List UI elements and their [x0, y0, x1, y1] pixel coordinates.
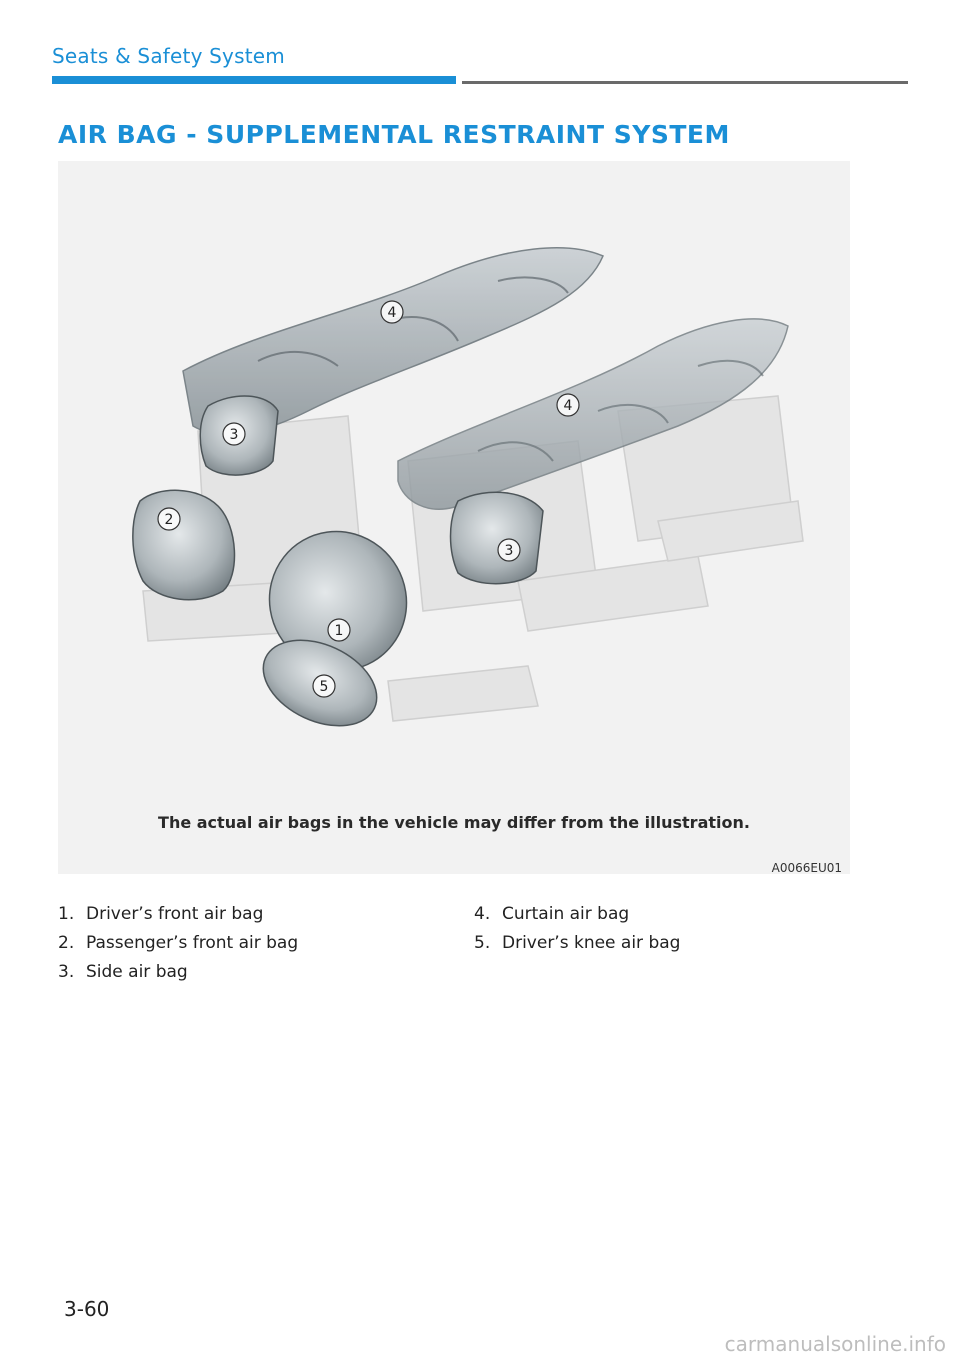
airbag-illustration-drawing: [58, 161, 850, 874]
list-item-label: Side air bag: [86, 962, 188, 982]
page-title: AIR BAG - SUPPLEMENTAL RESTRAINT SYSTEM: [58, 120, 730, 149]
list-item-number: 3.: [58, 962, 75, 982]
list-item: [58, 929, 298, 958]
list-item-number: 2.: [58, 933, 75, 953]
callout-3a: [223, 423, 245, 445]
side-airbag-rear: [451, 492, 544, 583]
list-item-number: 4.: [474, 904, 491, 924]
section-header: Seats & Safety System: [52, 44, 285, 68]
passenger-front-airbag: [133, 490, 235, 599]
figure-code: A0066EU01: [771, 861, 842, 875]
header-rule-blue: [52, 76, 456, 84]
list-item: [474, 929, 680, 958]
svg-text:4: 4: [563, 398, 573, 414]
figure-caption: The actual air bags in the vehicle may differ from the illustration.: [158, 813, 750, 832]
svg-text:3: 3: [504, 543, 514, 559]
svg-text:3: 3: [229, 427, 239, 443]
list-item-number: 1.: [58, 904, 75, 924]
callout-1: [328, 619, 350, 641]
list-item-label: Passenger’s front air bag: [86, 933, 299, 953]
callout-3b: [498, 539, 520, 561]
list-item-label: Driver’s knee air bag: [502, 933, 681, 953]
list-item-label: Curtain air bag: [502, 904, 630, 924]
callout-5: [313, 675, 335, 697]
svg-text:5: 5: [319, 679, 329, 695]
list-item: [474, 900, 680, 929]
svg-text:2: 2: [164, 512, 174, 528]
airbag-legend-left: [58, 900, 298, 987]
list-item-number: 5.: [474, 933, 491, 953]
callout-4b: [557, 394, 579, 416]
list-item: [58, 900, 298, 929]
callout-4a: [381, 301, 403, 323]
callout-2: [158, 508, 180, 530]
svg-text:4: 4: [387, 305, 397, 321]
page-number: 3-60: [64, 1297, 110, 1321]
watermark: carmanualsonline.info: [724, 1332, 946, 1356]
svg-text:1: 1: [334, 623, 344, 639]
airbag-illustration: [58, 161, 850, 874]
header-rule-gray: [462, 81, 908, 84]
list-item-label: Driver’s front air bag: [86, 904, 264, 924]
list-item: [58, 958, 298, 987]
airbag-legend-right: [474, 900, 680, 958]
